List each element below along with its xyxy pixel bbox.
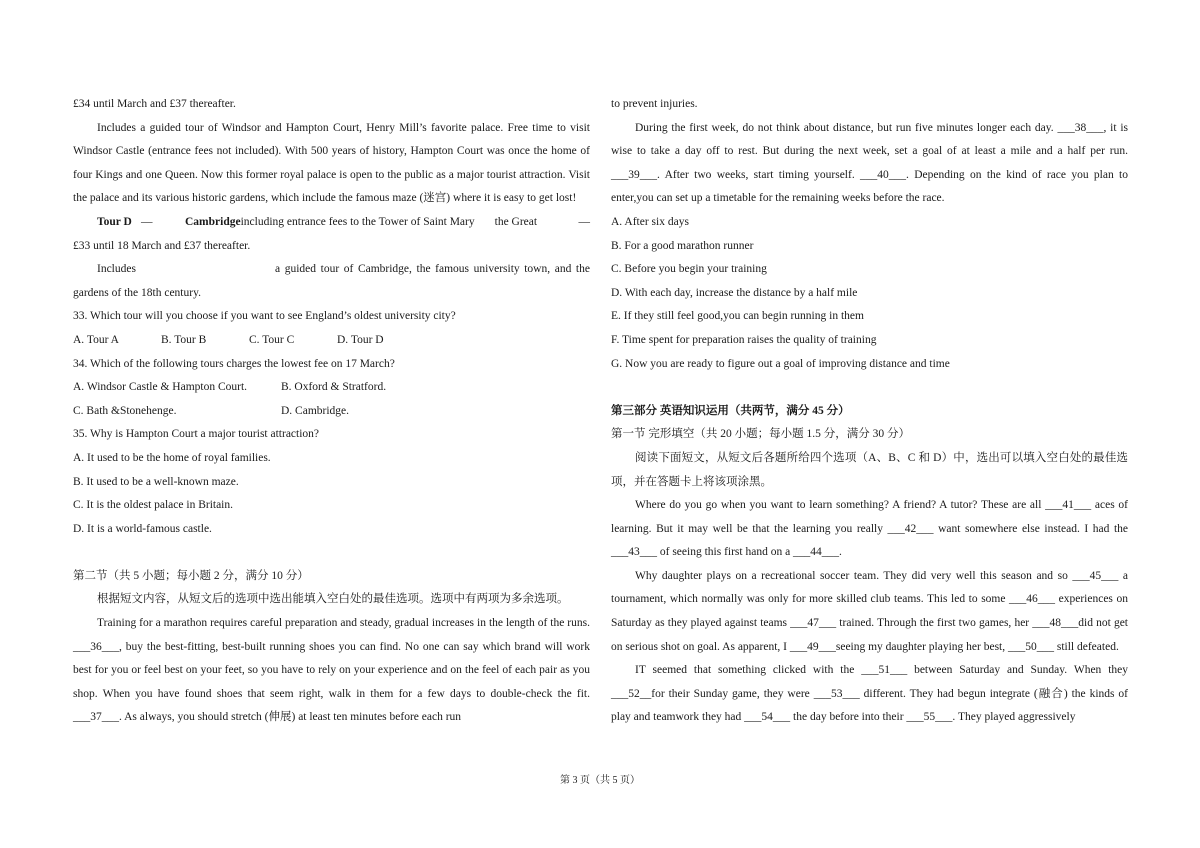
q34-option-d: D. Cambridge.: [281, 404, 350, 417]
option-g: G. Now you are ready to figure out a goal of improving distance and time: [611, 357, 950, 370]
q33-option-a: A. Tour A: [73, 333, 119, 346]
tour-d-name: Cambridge: [185, 215, 241, 228]
q33-option-b: B. Tour B: [161, 333, 207, 346]
tour-d-dash-end: —: [578, 215, 590, 228]
tour-d-price: £33 until 18 March and £37 thereafter.: [73, 239, 251, 252]
question-35: 35. Why is Hampton Court a major tourist attraction?: [73, 428, 320, 441]
tour-d-great: the Great: [494, 215, 538, 228]
section-2-title: 第二节（共 5 小题；每小题 2 分，满分 10 分）: [73, 569, 309, 582]
tour-c-price: £34 until March and £37 thereafter.: [73, 98, 236, 110]
right-column: [611, 93, 1128, 730]
question-34: 34. Which of the following tours charges the lowest fee on 17 March?: [73, 357, 395, 370]
marathon-passage-p2: During the first week, do not think about distance, but run five minutes longer each day. ___38___, it is wise to take a day off to rest. But during the next week, set a goal of at least a mile and a half per run. ___39___. After two weeks, start timing yourself. ___40___. Depending on the kind of race you plan to enter,you can set up a timetable for the remaining weeks before the race.: [611, 121, 1128, 205]
tour-d-rest: including entrance fees to the Tower of Saint Mary: [240, 215, 475, 228]
q33-option-d: D. Tour D: [337, 333, 384, 346]
cloze-paragraph-1: Where do you go when you want to learn something? A friend? A tutor? These are all ___41___ aces of learning. But it may well be that the learning you really ___42___ want somewhere else instead. I had the ___43___ of seeing this first hand on a ___44___.: [611, 499, 1128, 559]
marathon-passage: Training for a marathon requires careful preparation and steady, gradual increases in the length of the runs. ___36___, buy the best-fitting, best-built running shoes you can find. No one can say which brand will work best for you or feel best on your feet, so you have to rely on your experience and on the feel of each pair as you shop. When you have found shoes that seem right, walk in them for a few days to double-check the fit. ___37___. As always, you should stretch (伸展) at least ten minutes before each run: [73, 617, 590, 724]
section-1-instructions: 阅读下面短文，从短文后各题所给四个选项（A、B、C 和 D）中，选出可以填入空白处的最佳选项，并在答题卡上将该项涂黑。: [611, 451, 1128, 488]
tour-d-heading: [73, 211, 590, 235]
q33-option-c: C. Tour C: [249, 333, 295, 346]
option-c: C. Before you begin your training: [611, 263, 767, 276]
q35-option-b: B. It used to be a well-known maze.: [73, 475, 239, 488]
option-f: F. Time spent for preparation raises the quality of training: [611, 333, 877, 346]
marathon-passage-cont: to prevent injuries.: [611, 98, 698, 110]
option-a: A. After six days: [611, 215, 689, 228]
q34-option-b: B. Oxford & Stratford.: [281, 381, 387, 394]
q35-option-a: A. It used to be the home of royal families.: [73, 451, 271, 464]
section-1-title: 第一节 完形填空（共 20 小题；每小题 1.5 分，满分 30 分）: [611, 428, 910, 441]
includes-rest: a guided tour of Cambridge, the famous university town, and the: [275, 263, 590, 276]
includes-end: gardens of the 18th century.: [73, 286, 201, 299]
tour-d-dash: —: [141, 215, 153, 228]
page-footer: 第 3 页（共 5 页）: [560, 775, 640, 786]
q35-option-c: C. It is the oldest palace in Britain.: [73, 499, 234, 512]
includes-word: Includes: [97, 263, 136, 276]
tour-d-label: Tour D: [97, 215, 132, 228]
q34-option-c: C. Bath &Stonehenge.: [73, 404, 177, 417]
spacer: [73, 541, 590, 565]
option-d: D. With each day, increase the distance by a half mile: [611, 286, 858, 299]
spacer: [611, 376, 1128, 400]
section-2-instructions: 根据短文内容，从短文后的选项中选出能填入空白处的最佳选项。选项中有两项为多余选项。: [97, 593, 569, 606]
left-column: [73, 93, 590, 730]
tour-c-description: Includes a guided tour of Windsor and Hampton Court, Henry Mill’s favorite palace. Free time to visit Windsor Castle (entrance fees not included). With 500 years of history, Hampton Court was once the home of four Kings and one Queen. Now this former royal palace is open to the public as a major tourist attraction. Visit the palace and its various historic gardens, which include the famous maze (迷宫) where it is easy to get lost!: [73, 121, 590, 205]
question-34-options-row1: [73, 376, 590, 400]
cloze-paragraph-2: Why daughter plays on a recreational soccer team. They did very well this season and so ___45___ a tournament, which normally was only for more skilled club teams. This led to some ___46___ experiences on Saturday as they played against teams ___47___ trained. Through the first two games, her ___48___did not get on serious shot on goal. As apparent, I ___49___seeing my daughter playing her best, ___50___ still defeated.: [611, 569, 1128, 653]
q35-option-d: D. It is a world-famous castle.: [73, 522, 212, 535]
q34-option-a: A. Windsor Castle & Hampton Court.: [73, 381, 248, 394]
question-34-options-row2: [73, 400, 590, 424]
option-b: B. For a good marathon runner: [611, 239, 754, 252]
cloze-paragraph-3: IT seemed that something clicked with the ___51___ between Saturday and Sunday. When they ___52__for their Sunday game, they were ___53___ different. They had begun integrate (融合) the kinds of play and teamwork they had ___54___ the day before into their ___55___. They played aggressively: [611, 664, 1128, 724]
question-33: 33. Which tour will you choose if you want to see England’s oldest university city?: [73, 310, 456, 323]
tour-d-includes: [73, 258, 590, 282]
part-3-title: 第三部分 英语知识运用（共两节，满分 45 分）: [611, 404, 850, 417]
question-33-options: [73, 329, 590, 353]
option-e: E. If they still feel good,you can begin running in them: [611, 310, 864, 323]
